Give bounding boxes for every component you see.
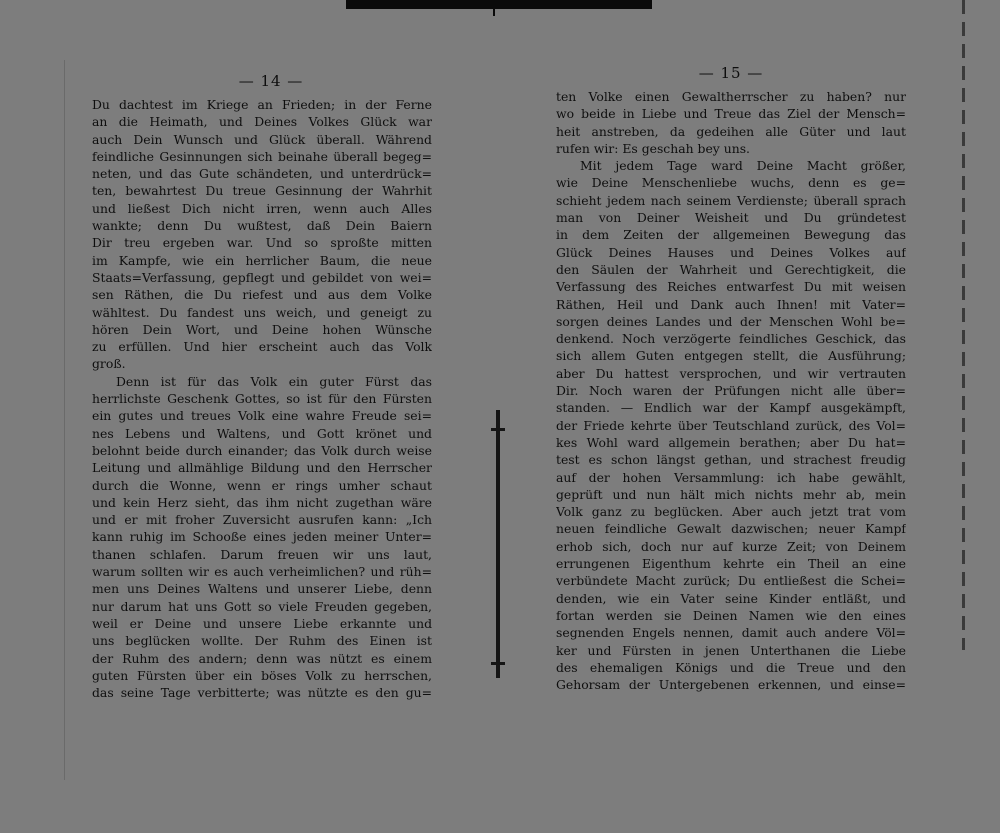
text-line: thanen schlafen. Darum freuen wir uns laut, <box>92 546 432 562</box>
text-line: ten, bewahrtest Du treue Gesinnung der Wahrhit <box>92 183 432 199</box>
text-line: nes Lebens und Waltens, und Gott krönet und <box>92 425 432 441</box>
book-gutter <box>496 410 500 678</box>
text-line: das seine Tage verbitterte; was nützte es den gu= <box>92 685 432 701</box>
text-line: heit anstreben, da gedeihen alle Güter und laut <box>556 123 906 139</box>
text-line: wie Deine Menschenliebe wuchs, denn es ge= <box>556 175 906 191</box>
scan-top-edge <box>346 0 652 9</box>
text-line: denkend. Noch verzögerte feindliches Geschick, das <box>556 331 906 347</box>
text-line: wähltest. Du fandest uns weich, und geneigt zu <box>92 304 432 320</box>
text-line: zu erfüllen. Und hier erscheint auch das Volk <box>92 339 432 355</box>
text-line: groß. <box>92 356 126 372</box>
text-line: in dem Zeiten der allgemeinen Bewegung das <box>556 227 906 243</box>
text-line: verbündete Macht zurück; Du entließest die Schei= <box>556 573 906 589</box>
left-page-number: — 14 — <box>238 72 304 90</box>
text-line: belohnt beide durch einander; das Volk durch weise <box>92 442 432 458</box>
text-line: und ließest Dich nicht irren, wenn auch Alles <box>92 200 432 216</box>
text-line: geprüft und nun hält mich nichts mehr ab, mein <box>556 486 906 502</box>
text-line: errungenen Eigenthum kehrte ein Theil an eine <box>556 556 906 572</box>
text-line: standen. — Endlich war der Kampf ausgekämpft, <box>556 400 906 416</box>
text-line: der Ruhm des andern; denn was nützt es einem <box>92 650 432 666</box>
text-line: nur darum hat uns Gott so viele Freuden gegeben, <box>92 598 432 614</box>
left-page-body <box>92 96 432 701</box>
text-line: fortan werden sie Deinen Namen wie den eines <box>556 607 906 623</box>
text-line: kann ruhig im Schooße eines jeden meiner Unter= <box>92 529 432 545</box>
text-line: neuen feindliche Gewalt dazwischen; neuer Kampf <box>556 521 906 537</box>
text-line: warum sollten wir es auch verheimlichen? und rüh= <box>92 564 432 580</box>
text-line: rufen wir: Es geschah bey uns. <box>556 140 750 156</box>
text-line: sich allem Guten entgegen stellt, die Ausführung; <box>556 348 906 364</box>
text-line: guten Fürsten über ein böses Volk zu herrschen, <box>92 667 432 683</box>
text-line: Du dachtest im Kriege an Frieden; in der Ferne <box>92 97 432 112</box>
text-line: des ehemaligen Königs und die Treue und den <box>556 659 906 675</box>
text-line: im Kampfe, wie ein herrlicher Baum, die neue <box>92 252 432 268</box>
text-line: schieht jedem nach seinem Verdienste; überall sprach <box>556 192 906 208</box>
text-line: test es schon längst gethan, und strachest freudig <box>556 452 906 468</box>
text-line: auf der hohen Versammlung: ich habe gewählt, <box>556 469 906 485</box>
text-line: Räthen, Heil und Dank auch Ihnen! mit Vater= <box>556 296 906 312</box>
text-line: der Friede kehrte über Teutschland zurück, des Vol= <box>556 417 906 433</box>
text-line: und kein Herz sieht, das ihm nicht zugethan wäre <box>92 494 432 510</box>
text-line: ein gutes und treues Volk eine wahre Freude sei= <box>92 408 432 424</box>
scan-top-notch <box>493 9 495 16</box>
text-line: segnenden Engels nennen, damit auch andere Völ= <box>556 625 906 641</box>
text-line: hören Dein Wort, und Deine hohen Wünsche <box>92 321 432 337</box>
text-line: ker und Fürsten in jenen Unterthanen die Liebe <box>556 642 906 658</box>
text-line: wo beide in Liebe und Treue das Ziel der Mensch= <box>556 106 906 122</box>
scan-left-edge <box>64 60 65 780</box>
text-line: man von Deiner Weisheit und Du gründetest <box>556 210 906 226</box>
text-line: erhob sich, doch nur auf kurze Zeit; von Deinem <box>556 538 906 554</box>
text-line: Dir. Noch waren der Prüfungen nicht alle über= <box>556 383 906 399</box>
scan-right-edge <box>962 0 965 650</box>
text-line: und er mit froher Zuversicht ausrufen kann: „Ich <box>92 512 432 528</box>
text-line: wankte; denn Du wußtest, daß Dein Baiern <box>92 218 432 234</box>
text-line: durch die Wonne, wenn er rings umher schaut <box>92 477 432 493</box>
text-line: men uns Deines Waltens und unserer Liebe, denn <box>92 581 432 597</box>
gutter-mark-bottom <box>491 662 505 665</box>
text-line: Dir treu ergeben war. Und so sproßte mitten <box>92 235 432 251</box>
text-line: herrlichste Geschenk Gottes, so ist für den Fürsten <box>92 391 432 407</box>
text-line: Mit jedem Tage ward Deine Macht größer, <box>580 158 906 174</box>
text-line: feindliche Gesinnungen sich beinahe überall begeg= <box>92 148 432 164</box>
right-page-body <box>556 88 906 693</box>
text-line: neten, und das Gute schändeten, und unterdrück= <box>92 166 432 182</box>
text-line: auch Dein Wunsch und Glück überall. Während <box>92 131 432 147</box>
text-line: weil er Deine und unsere Liebe erkannte und <box>92 615 432 631</box>
text-line: kes Wohl ward allgemein berathen; aber Du hat= <box>556 434 906 450</box>
text-line: an die Heimath, und Deines Volkes Glück war <box>92 114 432 130</box>
right-page <box>556 62 906 693</box>
text-line: denden, wie ein Vater seine Kinder entläßt, und <box>556 590 906 606</box>
text-line: Gehorsam der Untergebenen erkennen, und einse= <box>556 677 906 693</box>
text-line: Denn ist für das Volk ein guter Fürst das <box>116 373 432 389</box>
text-line: Verfassung des Reiches entwarfest Du mit weisen <box>556 279 906 295</box>
text-line: Glück Deines Hauses und Deines Volkes auf <box>556 244 906 260</box>
text-line: ten Volke einen Gewaltherrscher zu haben? nur <box>556 89 906 104</box>
text-line: Staats=Verfassung, gepflegt und gebildet von wei= <box>92 269 432 285</box>
text-line: Leitung und allmählige Bildung und den Herrscher <box>92 460 432 476</box>
text-line: Volk ganz zu beglücken. Aber auch jetzt trat vom <box>556 504 906 520</box>
text-line: aber Du hattest versprochen, und wir vertrauten <box>556 365 906 381</box>
gutter-mark-top <box>491 428 505 431</box>
text-line: den Säulen der Wahrheit und Gerechtigkeit, die <box>556 261 906 277</box>
left-page <box>92 70 432 701</box>
right-page-number: — 15 — <box>698 64 764 82</box>
text-line: sorgen deines Landes und der Menschen Wohl be= <box>556 313 906 329</box>
text-line: sen Räthen, die Du riefest und aus dem Volke <box>92 287 432 303</box>
text-line: uns beglücken wollte. Der Ruhm des Einen ist <box>92 633 432 649</box>
